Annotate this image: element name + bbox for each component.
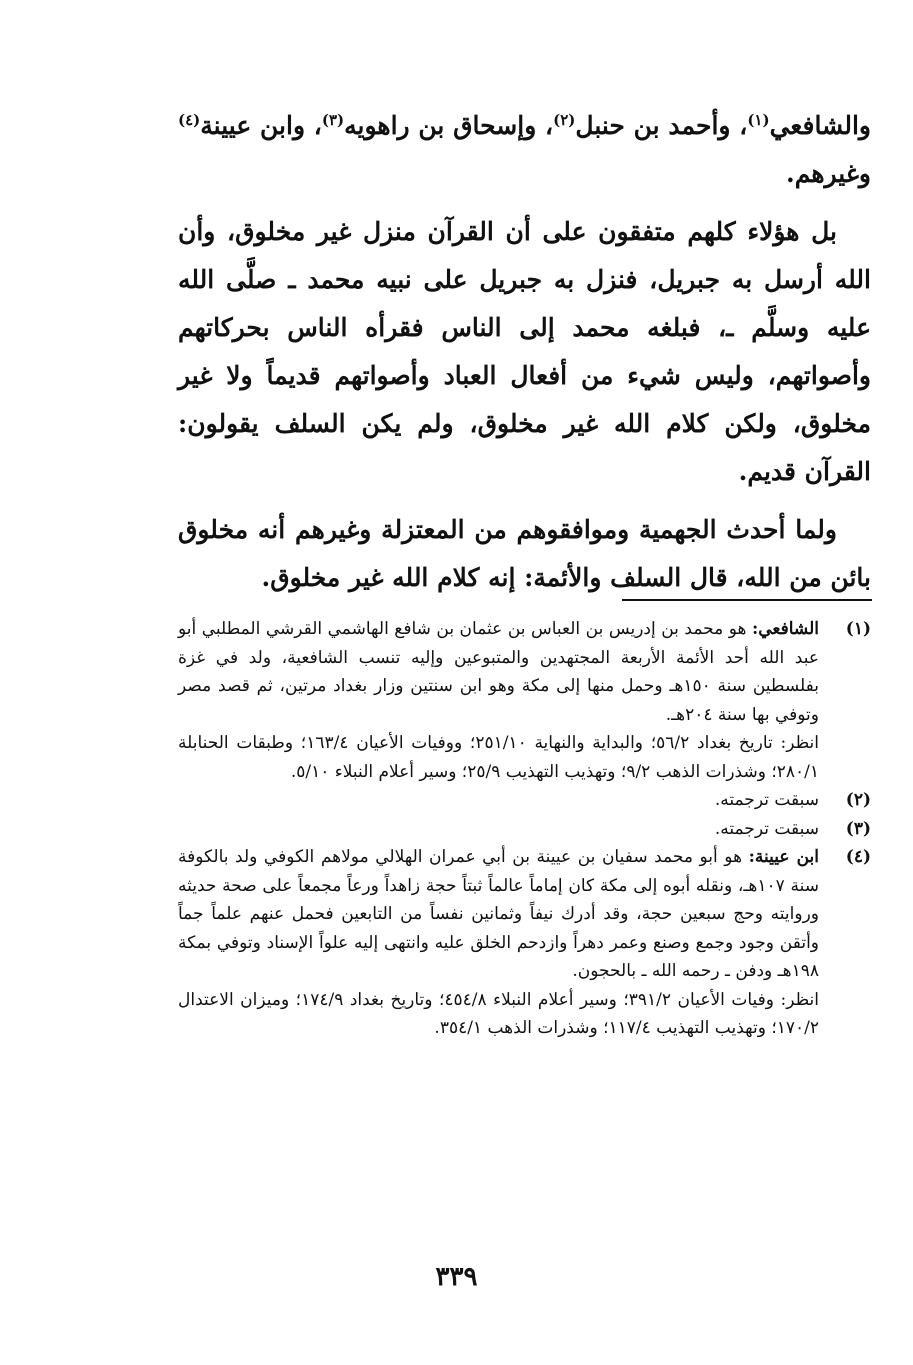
footnote [178,843,871,1043]
footnote-number: (٢) [845,790,871,810]
paragraph-text: ولما أحدث الجهمية وموافقوهم من المعتزلة وغيرهم أنه مخلوق بائن من الله، قال السلف والأئمة: إنه كلام الله غير مخلوق. [178,515,871,592]
paragraph-text: ، وأحمد بن حنبل [575,111,748,140]
footnote-marker[interactable]: (١) [747,111,770,129]
footnote-body [178,843,819,1043]
footnote-text: هو محمد بن إدريس بن العباس بن عثمان بن شافع الهاشمي القرشي المطلبي أبو عبد الله أحد الأئمة الأربعة المجتهدين والمتبوعين وإليه تنسب الشافعية، ولد في غزة بفلسطين سنة ١٥٠هـ وحمل منها إلى مكة وهو ابن سنتين وزار بغداد مرتين، ثم قصد مصر وتوفي بها سنة ٢٠٤هـ. [178,619,819,725]
footnote-text: سبقت ترجمته. [714,818,819,839]
footnote-number: (٤) [845,847,871,867]
paragraph [178,506,871,602]
paragraph-text: ، وابن عيينة [200,111,322,140]
footnote [178,786,871,815]
footnote-subject: الشافعي: [751,619,819,639]
footnote-marker[interactable]: (٤) [178,111,201,129]
footnote-references: انظر: تاريخ بغداد ٥٦/٢؛ والبداية والنهاية ٢٥١/١٠؛ ووفيات الأعيان ١٦٣/٤؛ وطبقات الحنابلة ٢٨٠/١؛ وشذرات الذهب ٩/٢؛ وتهذيب التهذيب ٢٥/٩؛ وسير أعلام النبلاء ٥/١٠. [178,733,819,782]
main-text [178,96,871,612]
footnote-body [178,815,819,844]
footnote-marker[interactable]: (٣) [321,111,345,129]
footnote [178,615,871,786]
paragraph-text: وغيرهم. [785,159,871,188]
footnote-body [178,615,819,786]
paragraph-text: والشافعي [769,111,871,140]
paragraph [178,208,871,496]
footnotes [178,615,871,1043]
footnote-text: سبقت ترجمته. [714,790,819,810]
page-number: ٣٣٩ [435,1262,478,1292]
footnote-text: هو أبو محمد سفيان بن عيينة بن أبي عمران الهلالي مولاهم الكوفي ولد بالكوفة سنة ١٠٧هـ، ونقله أبوه إلى مكة كان إماماً عالماً ثبتاً حجة زاهداً ورعاً مجمعاً على صحة حديثه وروايته وحج سبعين حجة، وقد أدرك نيفاً وثمانين نفساً من التابعين فحمل عنهم علماً جماً وأتقن وجود وجمع وصنع وعمر دهراً وازدحم الخلق عليه وانتهى إليه علواً الإسناد وتوفي بمكة ١٩٨هـ ودفن ـ رحمه الله ـ بالحجون. [178,847,819,981]
footnote-body [178,786,819,815]
footnote-number: (١) [845,619,871,639]
paragraph-text: ، وإسحاق بن راهويه [344,111,554,140]
footnote [178,815,871,844]
footnote-number: (٣) [845,818,871,839]
footnote-references: انظر: وفيات الأعيان ٣٩١/٢؛ وسير أعلام النبلاء ٤٥٤/٨؛ وتاريخ بغداد ١٧٤/٩؛ وميزان الاعتدال ١٧٠/٢؛ وتهذيب التهذيب ١١٧/٤؛ وشذرات الذهب ٣٥٤/١. [178,989,819,1038]
footnote-marker[interactable]: (٢) [553,111,576,129]
paragraph-text: بل هؤلاء كلهم متفقون على أن القرآن منزل غير مخلوق، وأن الله أرسل به جبريل، فنزل به جبريل على نبيه محمد ـ صلَّى الله عليه وسلَّم ـ، فبلغه محمد إلى الناس فقرأه الناس بحركاتهم وأصواتهم، وليس شيء من أفعال العباد وأصواتهم قديماً ولا غير مخلوق، ولكن كلام الله غير مخلوق، ولم يكن السلف يقولون: القرآن قديم. [178,217,871,486]
paragraph [178,96,871,198]
footnote-subject: ابن عيينة: [748,847,819,867]
footnote-separator [622,599,872,601]
